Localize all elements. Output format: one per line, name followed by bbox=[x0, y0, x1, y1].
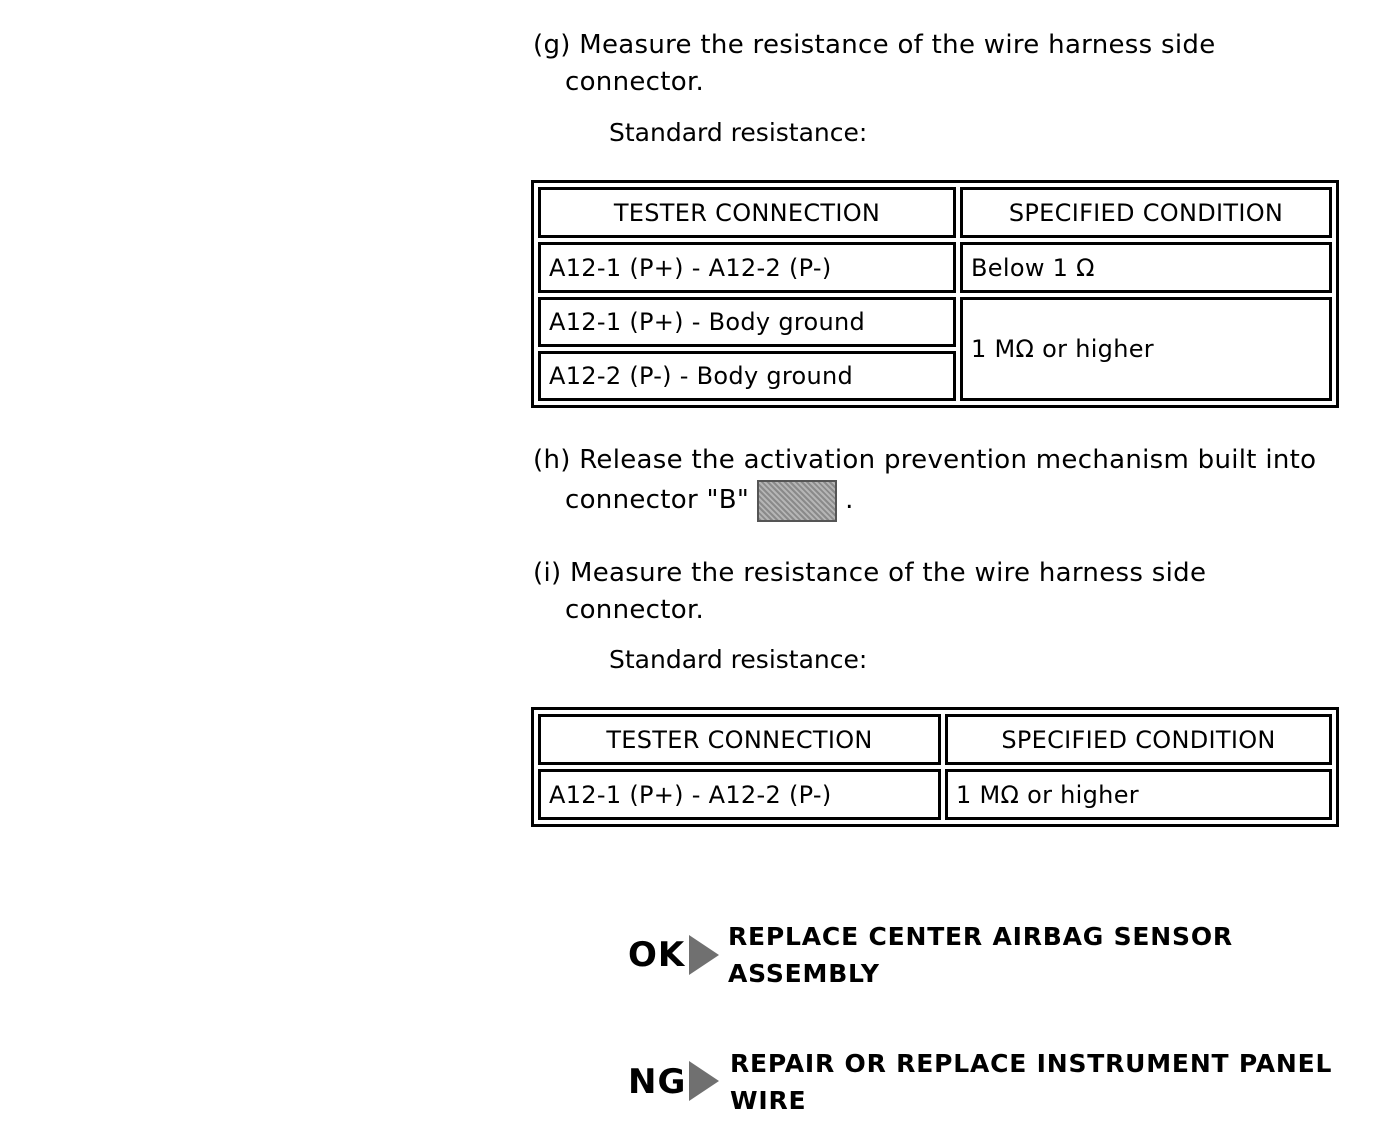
resistance-table-g bbox=[531, 180, 1339, 408]
table-header-row bbox=[538, 187, 1332, 238]
ng-label: NG bbox=[628, 1062, 687, 1102]
step-g-line2: connector. bbox=[565, 67, 705, 97]
ok-action-line1: REPLACE CENTER AIRBAG SENSOR bbox=[728, 922, 1233, 951]
step-h-line2-text: connector "B" bbox=[565, 485, 750, 515]
step-h-line2 bbox=[565, 477, 854, 523]
step-i-line2: connector. bbox=[565, 595, 705, 625]
ok-arrow-icon bbox=[689, 935, 719, 975]
step-i-standard-label: Standard resistance: bbox=[609, 645, 868, 674]
tester-connection-cell: A12-1 (P+) - A12-2 (P-) bbox=[538, 242, 956, 293]
ng-action-line1: REPAIR OR REPLACE INSTRUMENT PANEL bbox=[730, 1049, 1333, 1078]
step-h-line1: (h) Release the activation prevention mechanism built into bbox=[533, 445, 1317, 475]
table-row bbox=[538, 242, 1332, 293]
tester-connection-cell: A12-1 (P+) - Body ground bbox=[538, 297, 956, 347]
resistance-table-i bbox=[531, 707, 1339, 827]
step-h-line2-period: . bbox=[845, 485, 854, 515]
specified-condition-cell: 1 MΩ or higher bbox=[960, 297, 1332, 401]
ng-arrow-icon bbox=[689, 1061, 719, 1101]
connector-b-image bbox=[757, 480, 837, 522]
ng-action-line2: WIRE bbox=[730, 1086, 807, 1115]
table-row bbox=[538, 769, 1332, 820]
tester-connection-cell: A12-1 (P+) - A12-2 (P-) bbox=[538, 769, 941, 820]
header-tester-connection: TESTER CONNECTION bbox=[538, 187, 956, 238]
table-row bbox=[538, 297, 1332, 347]
header-tester-connection: TESTER CONNECTION bbox=[538, 714, 941, 765]
specified-condition-cell: 1 MΩ or higher bbox=[945, 769, 1332, 820]
step-i-line1: (i) Measure the resistance of the wire harness side bbox=[533, 558, 1207, 588]
step-g-line1: (g) Measure the resistance of the wire harness side bbox=[533, 30, 1216, 60]
header-specified-condition: SPECIFIED CONDITION bbox=[945, 714, 1332, 765]
ok-label: OK bbox=[628, 935, 686, 975]
step-g-standard-label: Standard resistance: bbox=[609, 118, 868, 147]
table-header-row bbox=[538, 714, 1332, 765]
header-specified-condition: SPECIFIED CONDITION bbox=[960, 187, 1332, 238]
specified-condition-cell: Below 1 Ω bbox=[960, 242, 1332, 293]
tester-connection-cell: A12-2 (P-) - Body ground bbox=[538, 351, 956, 401]
ok-action-line2: ASSEMBLY bbox=[728, 959, 880, 988]
